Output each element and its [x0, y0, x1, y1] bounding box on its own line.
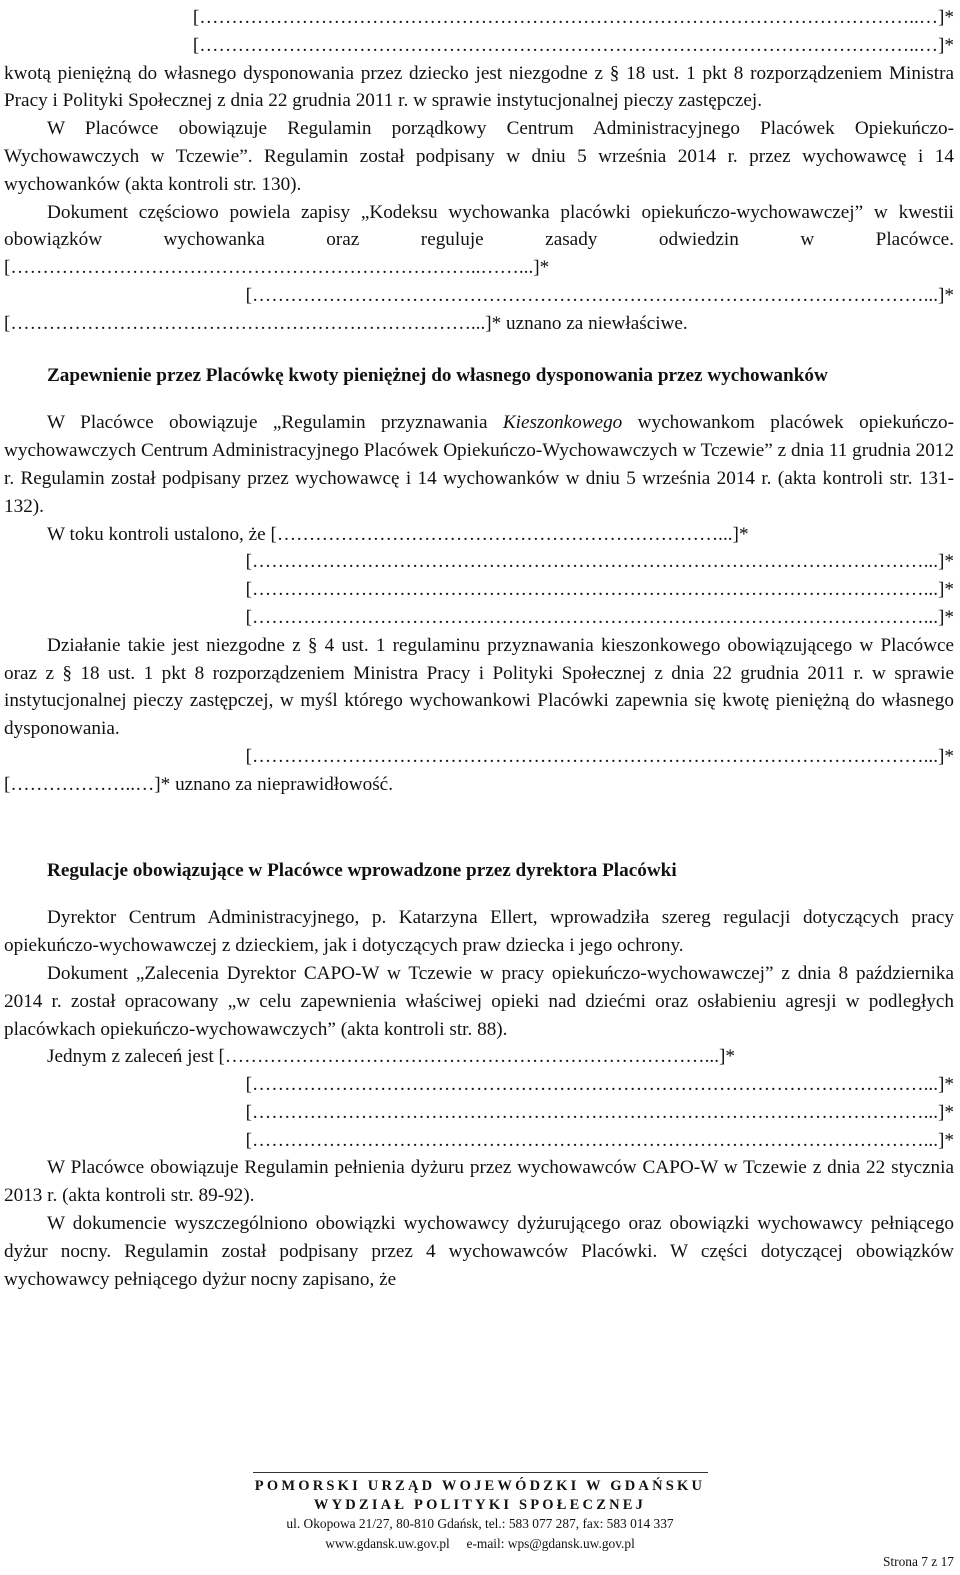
text-run: wychowankom placówek opiekuńczo-wychowawczych Centrum Administracyjnego Placówek Opiekuńczo-Wychowawczych w Tczewie” z dnia 11 grudnia 2012 r. Regulamin został podpisany przez wychowawcę i 14 wychowanków w dniu 5 września 2014 r. (akta kontroli str. 131-132). [4, 412, 954, 517]
paragraph: Dokument „Zalecenia Dyrektor CAPO-W w Tczewie w pracy opiekuńczo-wychowawczej” z dnia 8 października 2014 r. został opracowany „w celu zapewnienia właściwej opieki nad dziećmi oraz osłabieniu agresji w podległych placówkach opiekuńczo-wychowawczych” (akta kontroli str. 88). [4, 962, 954, 1040]
italic-text: Kieszonkowego [502, 412, 623, 434]
footer-address: ul. Okopowa 21/27, 80-810 Gdańsk, tel.: 583 077 287, fax: 583 014 337 [286, 1516, 674, 1531]
section-heading: Regulacje obowiązujące w Placówce wprowadzone przez dyrektora Placówki [47, 859, 677, 881]
redacted-text: [……………………………………………………………………………………………...]* [245, 745, 954, 767]
footer-department-name: WYDZIAŁ POLITYKI SPOŁECZNEJ [313, 1497, 647, 1513]
paragraph: W Placówce obowiązuje Regulamin pełnienia dyżuru przez wychowawców CAPO-W w Tczewie z dnia 22 stycznia 2013 r. (akta kontroli str. 89-92). [4, 1157, 954, 1207]
paragraph: Dyrektor Centrum Administracyjnego, p. Katarzyna Ellert, wprowadziła szereg regulacji dotyczących pracy opiekuńczo-wychowawczej z dzieckiem, jak i dotyczących praw dziecka i jego ochrony. [4, 907, 954, 957]
paragraph: Jednym z zaleceń jest […………………………………………………………………...]* [47, 1046, 735, 1068]
section-heading: Zapewnienie przez Placówkę kwoty pieniężnej do własnego dysponowania przez wychowanków [47, 364, 828, 386]
redacted-text: [……………………………………………………………………………………………...]* [245, 606, 954, 628]
paragraph [4, 409, 954, 520]
redacted-text: [……………………………………………………………………………………………...]* [245, 284, 954, 306]
redacted-text: [……………………………………………………………………………………………...]* [245, 551, 954, 573]
footer-web-email: www.gdansk.uw.gov.pl e-mail: wps@gdansk.uw.gov.pl [325, 1536, 635, 1551]
page-number: Strona 7 z 17 [882, 1554, 954, 1569]
redacted-text: [……………………………………………………………………………………………...]* [245, 1129, 954, 1151]
redacted-text: [………………………………………………………………...]* uznano za niewłaściwe. [4, 312, 688, 334]
redacted-text: […………………………………………………………………………………………………..…]* [192, 34, 954, 56]
paragraph: W Placówce obowiązuje Regulamin porządkowy Centrum Administracyjnego Placówek Opiekuńczo-Wychowawczych w Tczewie”. Regulamin został podpisany w dniu 5 września 2014 r. przez wychowawcę i 14 wychowanków (akta kontroli str. 130). [4, 118, 954, 195]
redacted-text: [……………………………………………………………………………………………...]* [245, 1101, 954, 1123]
paragraph: kwotą pieniężną do własnego dysponowania przez dziecko jest niezgodne z § 18 ust. 1 pkt 8 rozporządzeniem Ministra Pracy i Polityki Społecznej z dnia 22 grudnia 2011 r. w sprawie instytucjonalnej pieczy zastępczej. [4, 62, 954, 112]
redacted-text: [………………..…]* uznano za nieprawidłowość. [4, 773, 393, 795]
spacer [4, 389, 954, 409]
redacted-text: […………………………………………………………………………………………………..…]* [192, 7, 954, 28]
redacted-text: [……………………………………………………………………………………………...]* [245, 579, 954, 601]
document-body [4, 4, 954, 1293]
redacted-text: [……………………………………………………………………………………………...]* [245, 1074, 954, 1096]
paragraph: Działanie takie jest niezgodne z § 4 ust. 1 regulaminu przyznawania kieszonkowego obowiązującego w Placówce oraz z § 18 ust. 1 pkt 8 rozporządzeniem Ministra Pracy i Polityki Społecznej z dnia 22 grudnia 2011 r. w sprawie instytucjonalnej pieczy zastępczej, w myśl którego wychowankowi Placówki zapewnia się kwotę pieniężną do własnego dysponowania. [4, 634, 954, 740]
text-run: W Placówce obowiązuje „Regulamin przyznawania [47, 412, 503, 434]
spacer [4, 884, 954, 904]
footer-office-name: POMORSKI URZĄD WOJEWÓDZKI W GDAŃSKU [254, 1478, 706, 1494]
paragraph: W dokumencie wyszczególniono obowiązki wychowawcy dyżurującego oraz obowiązki wychowawcy pełniącego dyżur nocny. Regulamin został podpisany przez 4 wychowawców Placówki. W części dotyczącej obowiązków wychowawcy pełniącego dyżur nocny zapisano, że [4, 1213, 954, 1290]
footer-divider [253, 1472, 708, 1473]
paragraph: W toku kontroli ustalono, że [……………………………………………………………...]* [47, 523, 749, 545]
paragraph: Dokument częściowo powiela zapisy „Kodeksu wychowanka placówki opiekuńczo-wychowawczej” w kwestii obowiązków wychowanka oraz reguluje zasady odwiedzin w Placówce. [………………………………………………………………..……...]* [4, 201, 954, 279]
